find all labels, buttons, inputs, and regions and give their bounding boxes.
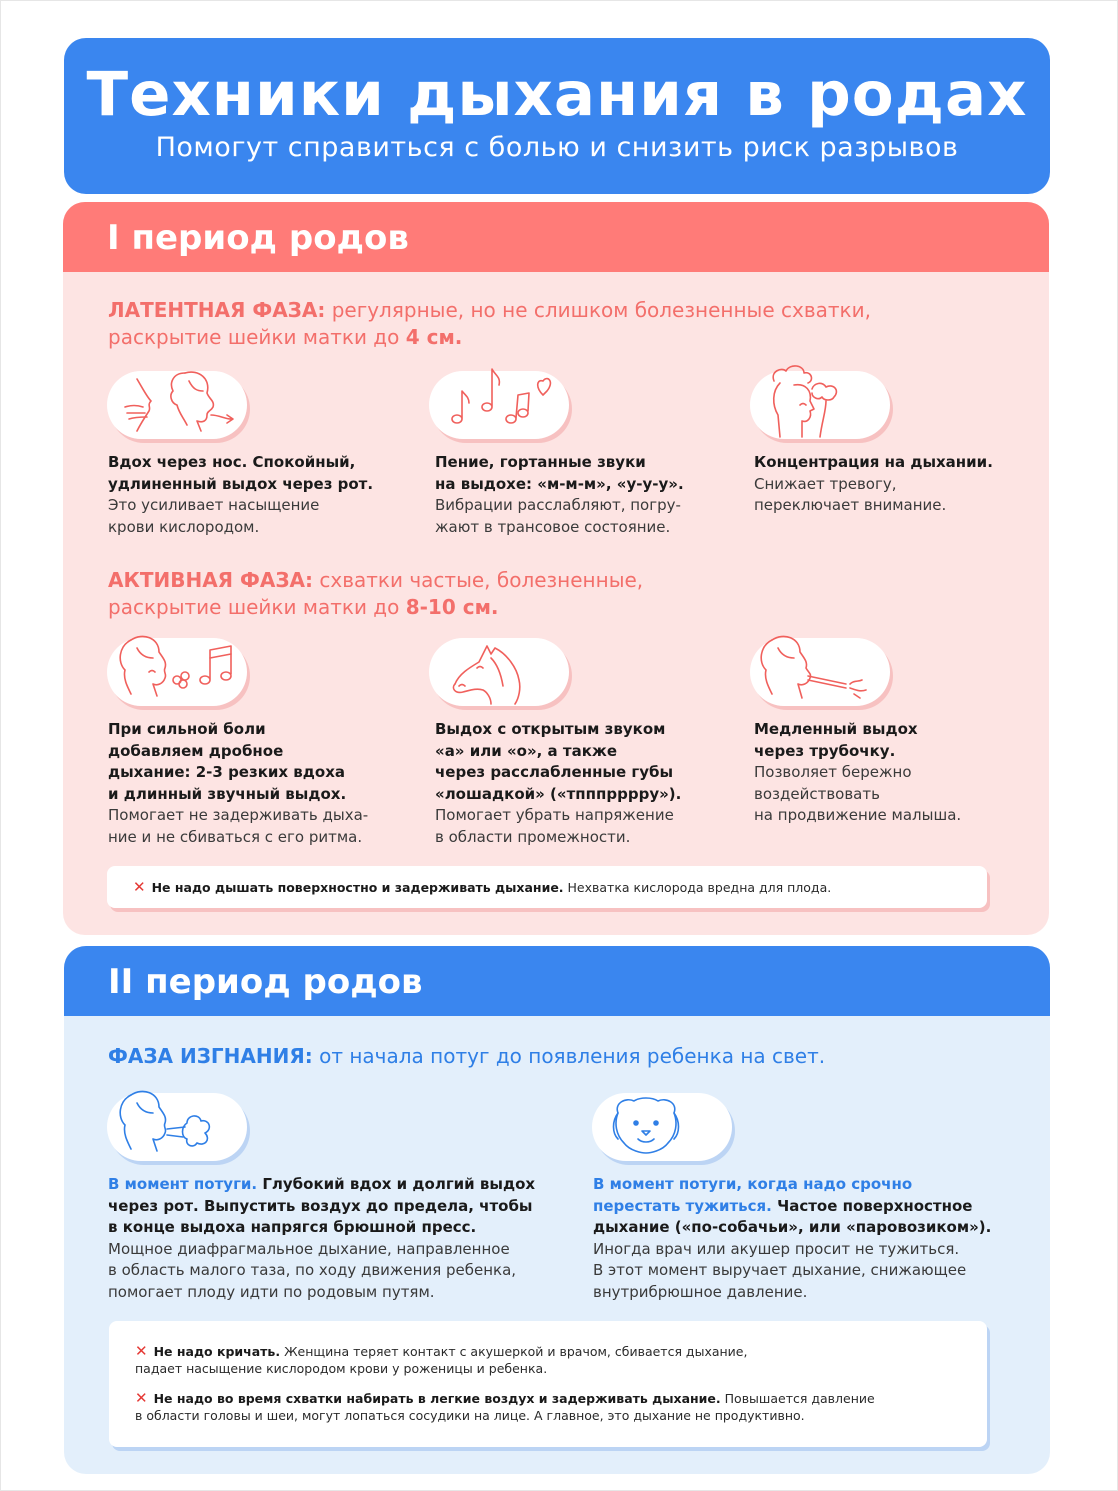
latent-card-1 bbox=[108, 452, 373, 538]
active-phase-value: 8-10 см. bbox=[405, 595, 499, 619]
exhale-face-icon bbox=[107, 1083, 247, 1167]
card-bold-line: Глубокий вдох и долгий выдох bbox=[257, 1175, 536, 1193]
active-card-2 bbox=[435, 719, 681, 848]
active-phase-heading bbox=[108, 567, 643, 621]
breathing-face-icon bbox=[107, 361, 247, 445]
card-bold-line: на выдохе: «м-м-м», «у-у-у». bbox=[435, 474, 684, 493]
card-text-line: Помогает убрать напряжение bbox=[435, 806, 674, 824]
card-text-line: на продвижение малыша. bbox=[754, 806, 962, 824]
warning-text: Повышается давление bbox=[720, 1391, 875, 1406]
card-bold-line: через трубочку. bbox=[754, 741, 896, 760]
card-text-line: крови кислородом. bbox=[108, 517, 260, 536]
active-phase-text-2: раскрытие шейки матки до bbox=[108, 595, 406, 619]
latent-icon-pill-1 bbox=[107, 371, 247, 439]
card-text-line: в область малого таза, по ходу движения ребенка, bbox=[108, 1261, 517, 1279]
active-phase-text: схватки частые, болезненные, bbox=[313, 568, 644, 592]
expulsion-phase-label: ФАЗА ИЗГНАНИЯ: bbox=[108, 1044, 313, 1068]
card-bold-line: Концентрация на дыхании. bbox=[754, 453, 993, 471]
period-2-title: II период родов bbox=[108, 962, 423, 1002]
expulsion-card-2 bbox=[593, 1174, 991, 1303]
latent-card-3 bbox=[754, 452, 993, 517]
active-icon-pill-3 bbox=[750, 638, 890, 706]
card-text-line: в области промежности. bbox=[435, 827, 631, 846]
warning-item-1 bbox=[109, 1321, 987, 1377]
card-accent: перестать тужиться. bbox=[593, 1196, 772, 1215]
active-icon-pill-1 bbox=[107, 638, 247, 706]
card-text-line: воздействовать bbox=[754, 784, 880, 803]
card-bold-line: «лошадкой» («тпппpppру»). bbox=[435, 784, 682, 803]
card-text-line: Вибрации расслабляют, погру- bbox=[435, 496, 681, 514]
card-bold-line: Выдох с открытым звуком bbox=[435, 720, 666, 738]
active-card-1 bbox=[108, 719, 368, 848]
warning-text: Женщина теряет контакт с акушеркой и врачом, сбивается дыхание, bbox=[280, 1344, 748, 1359]
warning-text: Нехватка кислорода вредна для плода. bbox=[563, 880, 832, 895]
card-accent: В момент потуги. bbox=[108, 1175, 258, 1193]
latent-icon-pill-3 bbox=[750, 371, 890, 439]
expulsion-card-1 bbox=[108, 1174, 535, 1303]
card-bold-line: «а» или «о», а также bbox=[435, 741, 617, 760]
period-2-warnings bbox=[109, 1321, 987, 1447]
latent-card-2 bbox=[435, 452, 684, 538]
card-text-line: внутрибрюшное давление. bbox=[593, 1282, 808, 1301]
singing-face-icon bbox=[107, 628, 247, 712]
card-text-line: Помогает не задерживать дыха- bbox=[108, 806, 369, 824]
card-bold-line: Пение, гортанные звуки bbox=[435, 453, 646, 471]
card-bold-line: через рот. Выпустить воздух до предела, чтобы bbox=[108, 1196, 533, 1215]
warning-text-2: падает насыщение кислородом крови у роженицы и ребенка. bbox=[135, 1361, 548, 1376]
card-bold-line: через расслабленные губы bbox=[435, 763, 674, 781]
card-bold-line: в конце выдоха напрягся брюшной пресс. bbox=[108, 1218, 477, 1236]
latent-phase-label: ЛАТЕНТНАЯ ФАЗА: bbox=[108, 298, 326, 322]
expulsion-icon-pill-1 bbox=[107, 1093, 247, 1161]
card-text-line: Иногда врач или акушер просит не тужиться. bbox=[593, 1239, 960, 1258]
card-bold-line: Вдох через нос. Спокойный, bbox=[108, 453, 356, 471]
active-icon-pill-2 bbox=[429, 638, 569, 706]
card-bold-line: Медленный выдох bbox=[754, 720, 918, 738]
horse-icon bbox=[429, 628, 569, 712]
page-subtitle: Помогут справиться с болью и снизить риск разрывов bbox=[155, 132, 959, 164]
card-bold-line: дыхание: 2-3 резких вдоха bbox=[108, 763, 345, 781]
latent-phase-heading bbox=[108, 297, 871, 351]
card-bold-line: и длинный звучный выдох. bbox=[108, 784, 347, 803]
warning-item-2 bbox=[109, 1377, 987, 1424]
card-text-line: переключает внимание. bbox=[754, 496, 947, 514]
dog-icon bbox=[592, 1083, 732, 1167]
card-text-line: жают в трансовое состояние. bbox=[435, 517, 671, 536]
card-bold-line: удлиненный выдох через рот. bbox=[108, 474, 374, 493]
card-text-line: помогает плоду идти по родовым путям. bbox=[108, 1282, 435, 1301]
warning-bold: Не надо во время схватки набирать в легкие воздух и задерживать дыхание. bbox=[153, 1391, 721, 1406]
card-accent: В момент потуги, когда надо срочно bbox=[593, 1175, 913, 1193]
head-cloud-icon bbox=[750, 361, 890, 445]
period-1-title: I период родов bbox=[107, 218, 409, 258]
warning-bold: Не надо дышать поверхностно и задерживать дыхание. bbox=[151, 880, 564, 895]
card-text-line: Позволяет бережно bbox=[754, 763, 912, 781]
title-banner bbox=[64, 38, 1050, 194]
page-title: Техники дыхания в родах bbox=[86, 59, 1028, 130]
cross-icon: ✕ bbox=[135, 1389, 148, 1407]
music-notes-icon bbox=[429, 361, 569, 445]
card-bold-line: При сильной боли bbox=[108, 720, 266, 738]
card-text-line: Снижает тревогу, bbox=[754, 474, 897, 493]
card-text-line: Мощное диафрагмальное дыхание, направленное bbox=[108, 1239, 510, 1258]
card-text-line: Это усиливает насыщение bbox=[108, 496, 320, 514]
straw-face-icon bbox=[750, 628, 890, 712]
latent-icon-pill-2 bbox=[429, 371, 569, 439]
active-card-3 bbox=[754, 719, 961, 827]
card-bold-line: дыхание («по-собачьи», или «паровозиком»). bbox=[593, 1218, 992, 1236]
expulsion-phase-heading bbox=[108, 1043, 825, 1070]
card-bold-line: Частое поверхностное bbox=[771, 1196, 973, 1215]
card-text-line: В этот момент выручает дыхание, снижающее bbox=[593, 1261, 967, 1279]
warning-text-2: в области головы и шеи, могут лопаться сосудики на лице. А главное, это дыхание не продуктивно. bbox=[135, 1408, 805, 1423]
latent-phase-value: 4 см. bbox=[405, 325, 463, 349]
active-phase-label: АКТИВНАЯ ФАЗА: bbox=[108, 568, 314, 592]
card-bold-line: добавляем дробное bbox=[108, 741, 284, 760]
warning-bold: Не надо кричать. bbox=[153, 1344, 281, 1359]
latent-phase-text-2: раскрытие шейки матки до bbox=[108, 325, 406, 349]
period-1-warning bbox=[107, 866, 987, 908]
card-text-line: ние и не сбиваться с его ритма. bbox=[108, 827, 363, 846]
period-2-header bbox=[64, 946, 1050, 1016]
expulsion-icon-pill-2 bbox=[592, 1093, 732, 1161]
cross-icon: ✕ bbox=[135, 1342, 148, 1360]
period-1-header bbox=[63, 202, 1049, 272]
latent-phase-text: регулярные, но не слишком болезненные схватки, bbox=[325, 298, 871, 322]
expulsion-phase-text: от начала потуг до появления ребенка на свет. bbox=[312, 1044, 826, 1068]
cross-icon: ✕ bbox=[133, 878, 146, 896]
